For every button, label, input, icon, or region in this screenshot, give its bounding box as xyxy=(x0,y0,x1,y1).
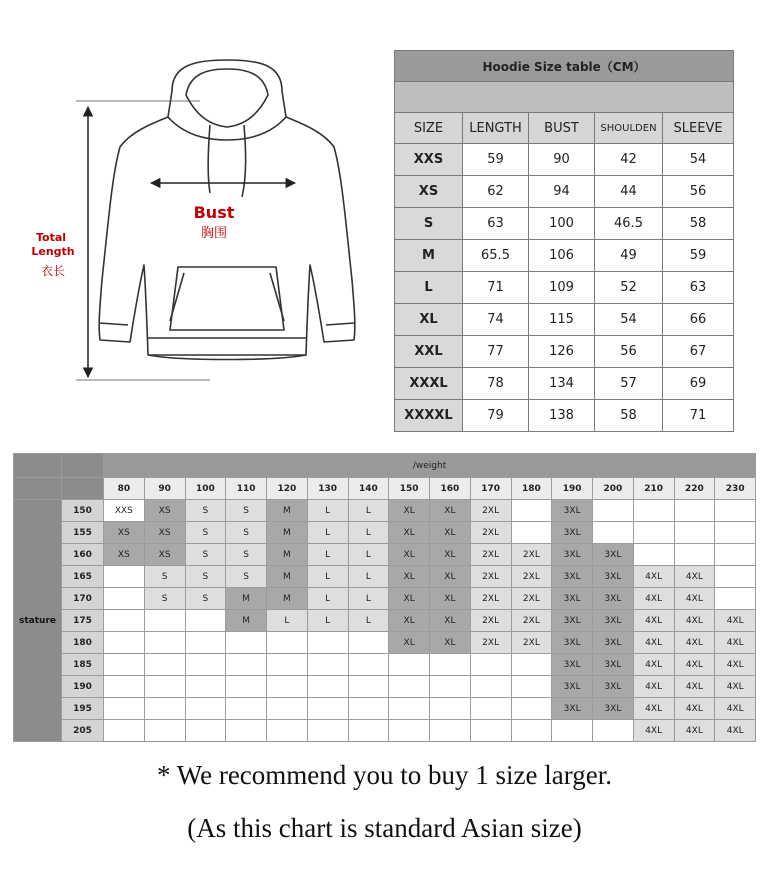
size-recommendation-cell xyxy=(267,632,308,654)
size-recommendation-cell xyxy=(470,720,511,742)
size-recommendation-cell: XS xyxy=(144,544,185,566)
size-recommendation-cell xyxy=(185,676,226,698)
size-recommendation-cell: 3XL xyxy=(593,588,634,610)
size-recommendation-cell: M xyxy=(267,544,308,566)
size-cell: S xyxy=(395,208,463,240)
size-recommendation-cell: L xyxy=(307,544,348,566)
size-cell: XXL xyxy=(395,336,463,368)
size-recommendation-cell xyxy=(389,720,430,742)
size-recommendation-cell: XL xyxy=(389,588,430,610)
size-table-row xyxy=(395,400,734,432)
weight-value: 200 xyxy=(593,478,634,500)
size-recommendation-cell xyxy=(348,632,389,654)
size-recommendation-cell xyxy=(226,654,267,676)
size-recommendation-cell xyxy=(267,720,308,742)
size-recommendation-cell: XL xyxy=(430,500,471,522)
grid-row xyxy=(14,654,756,676)
size-recommendation-cell: 2XL xyxy=(470,610,511,632)
total-length-label-line2: Length xyxy=(31,245,75,258)
total-length-label-cn: 衣长 xyxy=(40,264,66,278)
size-recommendation-cell: XL xyxy=(389,500,430,522)
size-recommendation-cell xyxy=(144,698,185,720)
weight-value: 220 xyxy=(674,478,715,500)
size-recommendation-cell: 4XL xyxy=(715,698,756,720)
size-recommendation-cell xyxy=(633,544,674,566)
measurement-cell: 58 xyxy=(663,208,734,240)
weight-value: 90 xyxy=(144,478,185,500)
size-recommendation-cell xyxy=(715,522,756,544)
size-recommendation-cell: 2XL xyxy=(470,522,511,544)
size-recommendation-cell xyxy=(104,654,145,676)
size-recommendation-cell xyxy=(511,720,552,742)
size-recommendation-cell xyxy=(307,720,348,742)
size-recommendation-cell xyxy=(470,654,511,676)
size-recommendation-cell xyxy=(715,500,756,522)
size-recommendation-cell: 3XL xyxy=(593,544,634,566)
measurement-cell: 138 xyxy=(529,400,595,432)
size-table-row xyxy=(395,144,734,176)
size-recommendation-cell: XL xyxy=(430,544,471,566)
size-recommendation-cell: 2XL xyxy=(470,566,511,588)
size-table-row xyxy=(395,208,734,240)
weight-value: 140 xyxy=(348,478,389,500)
size-cell: L xyxy=(395,272,463,304)
size-recommendation-cell xyxy=(389,698,430,720)
size-recommendation-cell xyxy=(104,720,145,742)
size-recommendation-cell: 4XL xyxy=(715,610,756,632)
size-cell: XXS xyxy=(395,144,463,176)
weight-value: 190 xyxy=(552,478,593,500)
size-recommendation-cell: L xyxy=(348,566,389,588)
stature-value: 160 xyxy=(62,544,104,566)
size-recommendation-cell xyxy=(633,500,674,522)
size-recommendation-cell xyxy=(226,632,267,654)
measurement-cell: 79 xyxy=(463,400,529,432)
size-recommendation-cell: 4XL xyxy=(633,720,674,742)
measurement-cell: 106 xyxy=(529,240,595,272)
size-recommendation-cell: M xyxy=(267,566,308,588)
size-recommendation-cell: 2XL xyxy=(511,566,552,588)
measurement-cell: 57 xyxy=(595,368,663,400)
size-recommendation-cell: 2XL xyxy=(511,632,552,654)
stature-value: 165 xyxy=(62,566,104,588)
size-recommendation-cell: 4XL xyxy=(674,720,715,742)
stature-value: 185 xyxy=(62,654,104,676)
measurement-cell: 65.5 xyxy=(463,240,529,272)
measurement-cell: 59 xyxy=(663,240,734,272)
size-recommendation-cell xyxy=(674,500,715,522)
size-recommendation-cell: 2XL xyxy=(470,544,511,566)
size-recommendation-cell xyxy=(470,698,511,720)
size-recommendation-cell xyxy=(633,522,674,544)
measurement-cell: 74 xyxy=(463,304,529,336)
size-recommendation-cell xyxy=(348,676,389,698)
grid-row xyxy=(14,500,756,522)
size-recommendation-cell xyxy=(104,610,145,632)
size-recommendation-cell: XL xyxy=(389,544,430,566)
size-recommendation-cell: 3XL xyxy=(552,676,593,698)
weight-value: 80 xyxy=(104,478,145,500)
size-recommendation-cell xyxy=(144,654,185,676)
size-recommendation-cell: S xyxy=(144,566,185,588)
measurement-cell: 109 xyxy=(529,272,595,304)
size-recommendation-cell: 4XL xyxy=(715,654,756,676)
stature-value: 180 xyxy=(62,632,104,654)
size-recommendation-cell: M xyxy=(267,500,308,522)
size-table-row xyxy=(395,176,734,208)
size-recommendation-cell: XS xyxy=(104,522,145,544)
size-recommendation-cell xyxy=(593,522,634,544)
size-recommendation-cell: L xyxy=(348,544,389,566)
size-recommendation-cell: 4XL xyxy=(715,632,756,654)
stature-value: 170 xyxy=(62,588,104,610)
size-recommendation-cell: XS xyxy=(144,522,185,544)
size-recommendation-cell: 3XL xyxy=(593,632,634,654)
measurement-cell: 77 xyxy=(463,336,529,368)
stature-weight-size-grid xyxy=(13,453,756,742)
header-bust: BUST xyxy=(529,113,595,144)
total-length-label-line1: Total xyxy=(35,231,67,244)
size-recommendation-cell: 3XL xyxy=(593,698,634,720)
weight-value: 160 xyxy=(430,478,471,500)
size-recommendation-cell: 2XL xyxy=(470,500,511,522)
size-recommendation-cell: 3XL xyxy=(593,610,634,632)
size-recommendation-cell: S xyxy=(185,544,226,566)
size-recommendation-cell: 4XL xyxy=(633,632,674,654)
size-table-spacer xyxy=(395,82,734,113)
size-recommendation-cell xyxy=(511,654,552,676)
header-length: LENGTH xyxy=(463,113,529,144)
size-recommendation-cell: 3XL xyxy=(552,654,593,676)
measurement-cell: 46.5 xyxy=(595,208,663,240)
size-recommendation-cell: L xyxy=(307,522,348,544)
size-recommendation-cell: 4XL xyxy=(674,676,715,698)
size-recommendation-cell: XL xyxy=(389,522,430,544)
measurement-cell: 62 xyxy=(463,176,529,208)
measurement-cell: 134 xyxy=(529,368,595,400)
grid-corner xyxy=(62,478,104,500)
size-recommendation-cell: L xyxy=(307,588,348,610)
size-recommendation-cell: 3XL xyxy=(552,566,593,588)
size-recommendation-cell xyxy=(348,698,389,720)
size-recommendation-cell: L xyxy=(348,610,389,632)
size-recommendation-cell xyxy=(267,654,308,676)
size-recommendation-cell: 2XL xyxy=(470,588,511,610)
size-recommendation-cell xyxy=(552,720,593,742)
size-recommendation-cell: 4XL xyxy=(715,720,756,742)
size-recommendation-cell: 4XL xyxy=(715,676,756,698)
size-cell: XL xyxy=(395,304,463,336)
size-recommendation-cell: XXS xyxy=(104,500,145,522)
measurement-cell: 71 xyxy=(663,400,734,432)
size-recommendation-cell: XL xyxy=(389,610,430,632)
stature-value: 195 xyxy=(62,698,104,720)
grid-corner xyxy=(14,454,62,478)
size-recommendation-cell xyxy=(144,610,185,632)
header-shoulder: SHOULDEN xyxy=(595,113,663,144)
grid-row xyxy=(14,588,756,610)
size-recommendation-cell xyxy=(593,500,634,522)
size-recommendation-cell xyxy=(430,720,471,742)
weight-header: /weight xyxy=(104,454,756,478)
weight-value: 100 xyxy=(185,478,226,500)
measurement-cell: 94 xyxy=(529,176,595,208)
size-recommendation-cell xyxy=(185,632,226,654)
size-recommendation-cell: 4XL xyxy=(674,654,715,676)
size-recommendation-cell xyxy=(185,720,226,742)
measurement-cell: 44 xyxy=(595,176,663,208)
size-recommendation-cell: 3XL xyxy=(552,610,593,632)
size-recommendation-cell: S xyxy=(226,566,267,588)
hoodie-size-table xyxy=(394,50,734,432)
stature-value: 175 xyxy=(62,610,104,632)
size-recommendation-cell xyxy=(104,566,145,588)
grid-corner xyxy=(62,454,104,478)
size-recommendation-cell xyxy=(307,698,348,720)
size-recommendation-cell: 3XL xyxy=(593,566,634,588)
size-recommendation-cell xyxy=(389,676,430,698)
measurement-cell: 66 xyxy=(663,304,734,336)
weight-value: 150 xyxy=(389,478,430,500)
recommendation-note: * We recommend you to buy 1 size larger. xyxy=(157,760,612,790)
size-recommendation-cell: XL xyxy=(430,632,471,654)
size-recommendation-cell xyxy=(307,632,348,654)
size-recommendation-cell: 2XL xyxy=(511,544,552,566)
size-recommendation-cell xyxy=(267,676,308,698)
measurement-cell: 56 xyxy=(663,176,734,208)
weight-value: 180 xyxy=(511,478,552,500)
size-cell: XS xyxy=(395,176,463,208)
size-recommendation-cell: XL xyxy=(430,566,471,588)
measurement-cell: 100 xyxy=(529,208,595,240)
size-recommendation-cell: XL xyxy=(430,522,471,544)
size-recommendation-cell xyxy=(144,632,185,654)
asian-size-note: (As this chart is standard Asian size) xyxy=(187,813,582,843)
size-recommendation-cell: 4XL xyxy=(633,676,674,698)
size-recommendation-cell: 3XL xyxy=(552,588,593,610)
size-recommendation-cell: 4XL xyxy=(633,610,674,632)
size-recommendation-cell: S xyxy=(226,522,267,544)
bust-label-cn: 胸围 xyxy=(200,226,228,241)
size-recommendation-cell: L xyxy=(267,610,308,632)
measurement-cell: 54 xyxy=(595,304,663,336)
measurement-cell: 54 xyxy=(663,144,734,176)
size-recommendation-cell: 3XL xyxy=(552,632,593,654)
size-recommendation-cell: 4XL xyxy=(674,610,715,632)
size-recommendation-cell xyxy=(185,654,226,676)
size-recommendation-cell xyxy=(715,544,756,566)
size-recommendation-cell xyxy=(430,676,471,698)
size-recommendation-cell: XL xyxy=(430,588,471,610)
size-recommendation-cell xyxy=(715,566,756,588)
grid-row xyxy=(14,720,756,742)
measurement-cell: 63 xyxy=(463,208,529,240)
weight-value: 130 xyxy=(307,478,348,500)
size-recommendation-cell: XS xyxy=(104,544,145,566)
size-recommendation-cell xyxy=(674,522,715,544)
size-recommendation-cell: M xyxy=(267,522,308,544)
size-recommendation-cell: 3XL xyxy=(552,500,593,522)
size-cell: XXXL xyxy=(395,368,463,400)
weight-value: 210 xyxy=(633,478,674,500)
size-table-row xyxy=(395,304,734,336)
size-recommendation-cell: 4XL xyxy=(674,632,715,654)
size-recommendation-cell xyxy=(348,720,389,742)
stature-value: 150 xyxy=(62,500,104,522)
size-recommendation-cell xyxy=(307,654,348,676)
size-recommendation-cell xyxy=(511,676,552,698)
size-recommendation-cell xyxy=(144,720,185,742)
size-recommendation-cell: S xyxy=(185,566,226,588)
measurement-cell: 71 xyxy=(463,272,529,304)
size-recommendation-cell: S xyxy=(226,500,267,522)
grid-row xyxy=(14,544,756,566)
size-recommendation-cell xyxy=(185,698,226,720)
size-recommendation-cell: S xyxy=(185,500,226,522)
size-table-row xyxy=(395,272,734,304)
grid-row xyxy=(14,698,756,720)
size-recommendation-cell: 2XL xyxy=(511,588,552,610)
size-recommendation-cell xyxy=(267,698,308,720)
size-recommendation-cell: XL xyxy=(430,610,471,632)
size-recommendation-cell: S xyxy=(185,588,226,610)
size-recommendation-cell: 3XL xyxy=(593,654,634,676)
size-recommendation-cell: 4XL xyxy=(674,588,715,610)
size-recommendation-cell xyxy=(430,698,471,720)
measurement-cell: 90 xyxy=(529,144,595,176)
size-recommendation-cell: 4XL xyxy=(633,566,674,588)
size-table-row xyxy=(395,336,734,368)
hoodie-measurement-illustration xyxy=(20,55,390,400)
size-recommendation-cell: S xyxy=(185,522,226,544)
size-recommendation-cell: 3XL xyxy=(552,522,593,544)
measurement-cell: 115 xyxy=(529,304,595,336)
header-sleeve: SLEEVE xyxy=(663,113,734,144)
size-recommendation-cell: M xyxy=(267,588,308,610)
stature-value: 205 xyxy=(62,720,104,742)
measurement-cell: 58 xyxy=(595,400,663,432)
size-cell: M xyxy=(395,240,463,272)
size-recommendation-cell xyxy=(511,522,552,544)
size-recommendation-cell: M xyxy=(226,610,267,632)
measurement-cell: 42 xyxy=(595,144,663,176)
grid-row xyxy=(14,676,756,698)
stature-value: 155 xyxy=(62,522,104,544)
size-recommendation-cell xyxy=(144,676,185,698)
size-recommendation-cell: 4XL xyxy=(674,698,715,720)
size-recommendation-cell: 4XL xyxy=(633,654,674,676)
size-recommendation-cell: 4XL xyxy=(633,588,674,610)
size-recommendation-cell xyxy=(104,632,145,654)
size-recommendation-cell xyxy=(430,654,471,676)
size-recommendation-cell xyxy=(307,676,348,698)
measurement-cell: 49 xyxy=(595,240,663,272)
size-recommendation-cell: 4XL xyxy=(674,566,715,588)
size-recommendation-cell xyxy=(226,720,267,742)
size-recommendation-cell: XL xyxy=(389,566,430,588)
size-recommendation-cell: 4XL xyxy=(633,698,674,720)
size-recommendation-cell xyxy=(104,698,145,720)
measurement-cell: 59 xyxy=(463,144,529,176)
weight-value: 230 xyxy=(715,478,756,500)
grid-row xyxy=(14,632,756,654)
size-recommendation-cell: L xyxy=(348,500,389,522)
size-recommendation-cell: S xyxy=(144,588,185,610)
size-recommendation-cell xyxy=(389,654,430,676)
measurement-cell: 69 xyxy=(663,368,734,400)
size-table-row xyxy=(395,368,734,400)
measurement-cell: 78 xyxy=(463,368,529,400)
size-recommendation-cell: 3XL xyxy=(552,544,593,566)
size-recommendation-cell xyxy=(104,676,145,698)
size-recommendation-cell xyxy=(226,698,267,720)
size-recommendation-cell: L xyxy=(307,500,348,522)
size-recommendation-cell: L xyxy=(348,588,389,610)
size-recommendation-cell: XL xyxy=(389,632,430,654)
size-recommendation-cell: 3XL xyxy=(552,698,593,720)
weight-value: 170 xyxy=(470,478,511,500)
measurement-cell: 126 xyxy=(529,336,595,368)
measurement-cell: 67 xyxy=(663,336,734,368)
weight-value: 110 xyxy=(226,478,267,500)
size-recommendation-cell xyxy=(226,676,267,698)
measurement-cell: 63 xyxy=(663,272,734,304)
size-recommendation-cell: L xyxy=(307,566,348,588)
size-recommendation-cell xyxy=(185,610,226,632)
size-recommendation-cell: 2XL xyxy=(470,632,511,654)
size-recommendation-cell: XS xyxy=(144,500,185,522)
header-size: SIZE xyxy=(395,113,463,144)
size-recommendation-cell: 2XL xyxy=(511,610,552,632)
size-recommendation-cell: L xyxy=(348,522,389,544)
grid-row xyxy=(14,566,756,588)
grid-row xyxy=(14,522,756,544)
weight-value: 120 xyxy=(267,478,308,500)
stature-label: stature xyxy=(14,500,62,742)
size-recommendation-cell: 3XL xyxy=(593,676,634,698)
size-recommendation-cell xyxy=(511,698,552,720)
size-cell: XXXXL xyxy=(395,400,463,432)
size-recommendation-cell xyxy=(104,588,145,610)
size-recommendation-cell xyxy=(348,654,389,676)
size-recommendation-cell xyxy=(715,588,756,610)
measurement-cell: 56 xyxy=(595,336,663,368)
size-recommendation-cell xyxy=(674,544,715,566)
size-recommendation-cell: M xyxy=(226,588,267,610)
grid-corner xyxy=(14,478,62,500)
measurement-cell: 52 xyxy=(595,272,663,304)
size-table-title: Hoodie Size table（CM） xyxy=(395,51,734,82)
size-table-row xyxy=(395,240,734,272)
size-recommendation-cell: S xyxy=(226,544,267,566)
size-recommendation-cell xyxy=(470,676,511,698)
bust-label: Bust xyxy=(193,203,235,222)
size-recommendation-cell: L xyxy=(307,610,348,632)
size-recommendation-cell xyxy=(593,720,634,742)
size-recommendation-cell xyxy=(511,500,552,522)
grid-row xyxy=(14,610,756,632)
stature-value: 190 xyxy=(62,676,104,698)
